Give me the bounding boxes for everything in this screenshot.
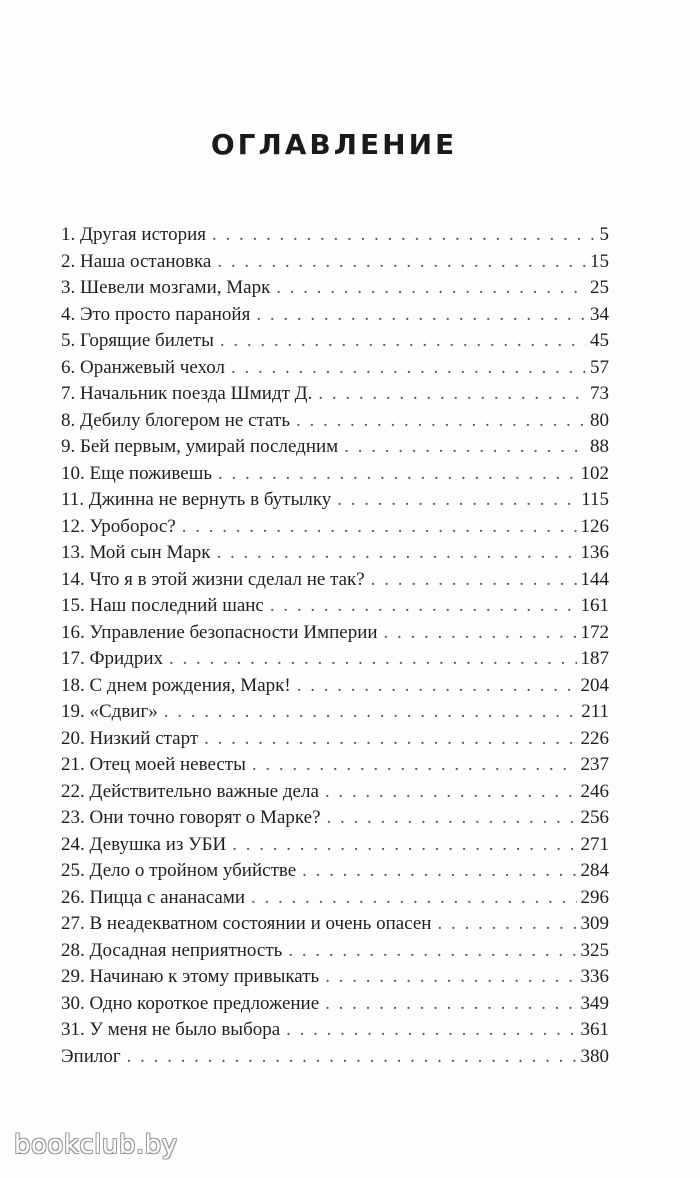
toc-entry	[61, 434, 609, 461]
toc-entry-page: 237	[580, 754, 609, 775]
toc-entry-title: 23. Они точно говорят о Марке?	[61, 807, 321, 828]
toc-leader-dots	[220, 328, 586, 355]
toc-entry-page: 211	[581, 701, 609, 722]
toc-entry-page: 226	[580, 727, 609, 749]
toc-entry-title: 31. У меня не было выбора	[61, 1019, 281, 1040]
watermark: bookclub.by	[14, 1130, 178, 1160]
toc-entry-title: 1. Другая история	[61, 224, 206, 245]
toc-entry-page: 45	[590, 330, 609, 351]
toc-entry-title: 29. Начинаю к этому привыкать	[61, 966, 320, 987]
toc-entry	[61, 540, 609, 567]
toc-entry-page: 349	[580, 992, 609, 1014]
toc-entry-title: 30. Одно короткое предложение	[61, 992, 320, 1014]
toc-entry-title: 28. Досадная неприятность	[61, 939, 283, 961]
toc-entry-title: 6. Оранжевый чехол	[61, 356, 226, 378]
toc-entry-page: 246	[580, 780, 609, 802]
toc-leader-dots	[232, 832, 576, 859]
toc-leader-dots	[217, 249, 586, 276]
toc-entry	[61, 646, 609, 673]
toc-entry-page: 5	[599, 224, 609, 245]
toc-leader-dots	[270, 593, 577, 620]
toc-entry-page: 325	[580, 939, 609, 961]
toc-leader-dots	[251, 885, 576, 912]
toc-entry-page: 102	[580, 462, 609, 484]
toc-leader-dots	[325, 991, 576, 1018]
toc-entry-page: 57	[590, 356, 609, 378]
toc-leader-dots	[337, 487, 577, 514]
toc-entry	[61, 275, 609, 302]
toc-entry-title: 17. Фридрих	[61, 648, 164, 669]
toc-entry-title: 26. Пицца с ананасами	[61, 886, 246, 908]
toc-entry	[61, 991, 609, 1018]
toc-entry-page: 296	[580, 886, 609, 908]
toc-leader-dots	[371, 567, 577, 594]
toc-entry-title: 9. Бей первым, умирай последним	[61, 436, 339, 457]
table-of-contents	[61, 222, 609, 1070]
toc-leader-dots	[276, 275, 586, 302]
toc-entry	[61, 381, 609, 408]
toc-entry-page: 256	[580, 807, 609, 828]
toc-leader-dots	[256, 302, 586, 329]
toc-entry-title: Эпилог	[61, 1045, 121, 1067]
toc-entry-title: 19. «Сдвиг»	[61, 701, 158, 722]
toc-entry-page: 80	[590, 409, 609, 431]
toc-leader-dots	[296, 408, 586, 435]
toc-entry	[61, 593, 609, 620]
toc-leader-dots	[302, 858, 576, 885]
toc-entry	[61, 487, 609, 514]
toc-entry	[61, 1044, 609, 1071]
toc-leader-dots	[182, 514, 577, 541]
toc-entry-page: 380	[580, 1045, 609, 1067]
toc-leader-dots	[231, 355, 586, 382]
toc-entry-page: 172	[580, 621, 609, 643]
toc-entry	[61, 408, 609, 435]
toc-entry	[61, 779, 609, 806]
toc-leader-dots	[297, 673, 577, 700]
toc-entry-title: 7. Начальник поезда Шмидт Д.	[61, 383, 313, 404]
toc-entry-title: 2. Наша остановка	[61, 250, 212, 272]
toc-leader-dots	[218, 461, 577, 488]
toc-entry	[61, 249, 609, 276]
toc-entry-title: 24. Девушка из УБИ	[61, 833, 227, 855]
toc-leader-dots	[204, 726, 576, 753]
toc-entry-page: 336	[580, 966, 609, 987]
toc-leader-dots	[217, 540, 577, 567]
toc-entry	[61, 726, 609, 753]
toc-entry-page: 284	[580, 860, 609, 881]
toc-leader-dots	[169, 646, 576, 673]
toc-entry-title: 21. Отец моей невесты	[61, 754, 246, 775]
toc-entry	[61, 699, 609, 726]
toc-leader-dots	[286, 1017, 576, 1044]
toc-entry	[61, 858, 609, 885]
toc-entry-page: 361	[580, 1019, 609, 1040]
toc-leader-dots	[437, 911, 576, 938]
toc-entry-title: 14. Что я в этой жизни сделал не так?	[61, 568, 365, 590]
toc-entry	[61, 911, 609, 938]
toc-entry	[61, 964, 609, 991]
toc-leader-dots	[164, 699, 577, 726]
toc-entry	[61, 673, 609, 700]
toc-entry-page: 115	[581, 489, 609, 510]
toc-leader-dots	[127, 1044, 577, 1071]
toc-entry	[61, 328, 609, 355]
toc-entry	[61, 620, 609, 647]
toc-entry-title: 10. Еще поживешь	[61, 462, 212, 484]
toc-entry-title: 27. В неадекватном состоянии и очень опасен	[61, 913, 432, 934]
toc-entry-page: 271	[580, 833, 609, 855]
toc-entry-page: 73	[590, 383, 609, 404]
toc-entry-title: 3. Шевели мозгами, Марк	[61, 277, 271, 298]
toc-leader-dots	[325, 964, 576, 991]
toc-entry-title: 13. Мой сын Марк	[61, 542, 211, 563]
toc-leader-dots	[212, 222, 596, 249]
toc-leader-dots	[252, 752, 577, 779]
toc-entry	[61, 752, 609, 779]
toc-entry	[61, 222, 609, 249]
toc-entry-title: 5. Горящие билеты	[61, 330, 214, 351]
toc-entry	[61, 302, 609, 329]
toc-entry-page: 187	[580, 648, 609, 669]
toc-entry-title: 20. Низкий старт	[61, 727, 199, 749]
toc-entry-page: 88	[590, 436, 609, 457]
toc-entry-title: 11. Джинна не вернуть в бутылку	[61, 489, 332, 510]
toc-entry	[61, 938, 609, 965]
toc-entry	[61, 567, 609, 594]
toc-entry	[61, 514, 609, 541]
toc-entry	[61, 885, 609, 912]
toc-leader-dots	[327, 805, 577, 832]
toc-leader-dots	[344, 434, 586, 461]
toc-leader-dots	[318, 381, 586, 408]
toc-leader-dots	[288, 938, 576, 965]
toc-entry-title: 8. Дебилу блогером не стать	[61, 409, 290, 431]
toc-entry-page: 204	[580, 674, 609, 696]
toc-entry	[61, 461, 609, 488]
toc-entry-title: 16. Управление безопасности Империи	[61, 621, 378, 643]
toc-entry	[61, 832, 609, 859]
toc-entry-page: 126	[580, 515, 609, 537]
toc-entry	[61, 805, 609, 832]
toc-entry	[61, 355, 609, 382]
toc-leader-dots	[384, 620, 577, 647]
toc-entry-title: 4. Это просто паранойя	[61, 303, 251, 325]
toc-entry-page: 34	[590, 303, 609, 325]
toc-entry	[61, 1017, 609, 1044]
toc-entry-title: 18. С днем рождения, Марк!	[61, 674, 291, 696]
toc-entry-title: 22. Действительно важные дела	[61, 780, 319, 802]
toc-entry-page: 136	[580, 542, 609, 563]
page-title: ОГЛАВЛЕНИЕ	[210, 128, 458, 161]
toc-entry-page: 309	[580, 913, 609, 934]
toc-leader-dots	[325, 779, 577, 806]
toc-entry-page: 144	[580, 568, 609, 590]
toc-entry-page: 15	[590, 250, 609, 272]
toc-entry-title: 12. Уроборос?	[61, 515, 176, 537]
toc-entry-title: 25. Дело о тройном убийстве	[61, 860, 297, 881]
toc-entry-page: 161	[580, 595, 609, 616]
toc-entry-page: 25	[590, 277, 609, 298]
toc-entry-title: 15. Наш последний шанс	[61, 595, 264, 616]
